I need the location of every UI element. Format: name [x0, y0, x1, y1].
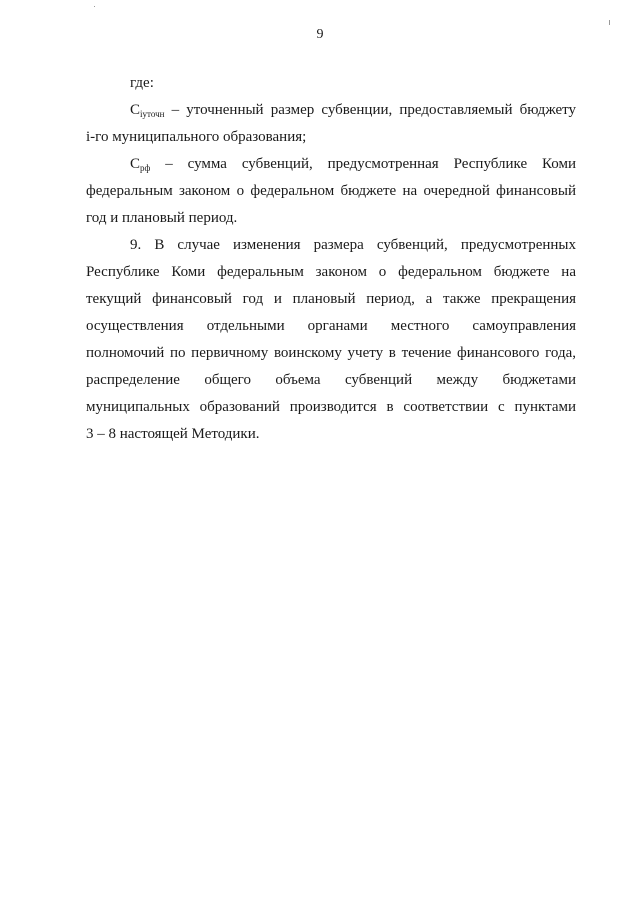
paragraph-9-line: Республике Коми федеральным законом о федеральном бюджете на	[86, 264, 576, 280]
paragraph-9-line: 3 – 8 настоящей Методики.	[86, 426, 260, 442]
paragraph-9-line: распределение общего объема субвенций между бюджетами	[86, 372, 576, 388]
definition-c-rf-line-3: год и плановый период.	[86, 210, 238, 226]
paragraph-9-line: текущий финансовый год и плановый период, а также прекращения	[86, 291, 576, 307]
paragraph-9-line: 9. В случае изменения размера субвенций, предусмотренных	[130, 237, 576, 253]
paragraph-9-line: полномочий по первичному воинскому учету в течение финансового года,	[86, 345, 576, 361]
definition-c-rf-line-2: федеральным законом о федеральном бюджете на очередной финансовый	[86, 183, 576, 199]
page-number: 9	[316, 27, 324, 42]
scan-speck	[94, 6, 95, 7]
symbol-c-i-letter: C	[130, 102, 141, 118]
definition-c-rf	[86, 151, 576, 232]
symbol-c-i	[130, 102, 164, 118]
symbol-c-rf-subscript: рф	[140, 163, 151, 173]
symbol-c-i-subscript: iуточн	[140, 109, 165, 119]
definition-c-i-text-1: – уточненный размер субвенции, предоставляемый бюджету	[164, 102, 576, 118]
paragraph-9-line: осуществления отдельными органами местного самоуправления	[86, 318, 576, 334]
definition-c-i-line-2: i-го муниципального образования;	[86, 129, 307, 145]
where-label-block	[86, 70, 576, 97]
symbol-c-rf-letter: C	[130, 156, 141, 172]
definition-c-i-line-1	[86, 97, 576, 124]
symbol-c-rf	[130, 156, 150, 172]
where-label: где:	[130, 75, 154, 91]
definition-c-i	[86, 97, 576, 151]
paragraph-9-line: муниципальных образований производится в соответствии с пунктами	[86, 399, 576, 415]
scan-speck	[609, 20, 610, 25]
paragraph-9	[86, 232, 576, 448]
definition-c-rf-text-1: – сумма субвенций, предусмотренная Республике Коми	[150, 156, 576, 172]
definition-c-rf-line-1	[86, 151, 576, 178]
